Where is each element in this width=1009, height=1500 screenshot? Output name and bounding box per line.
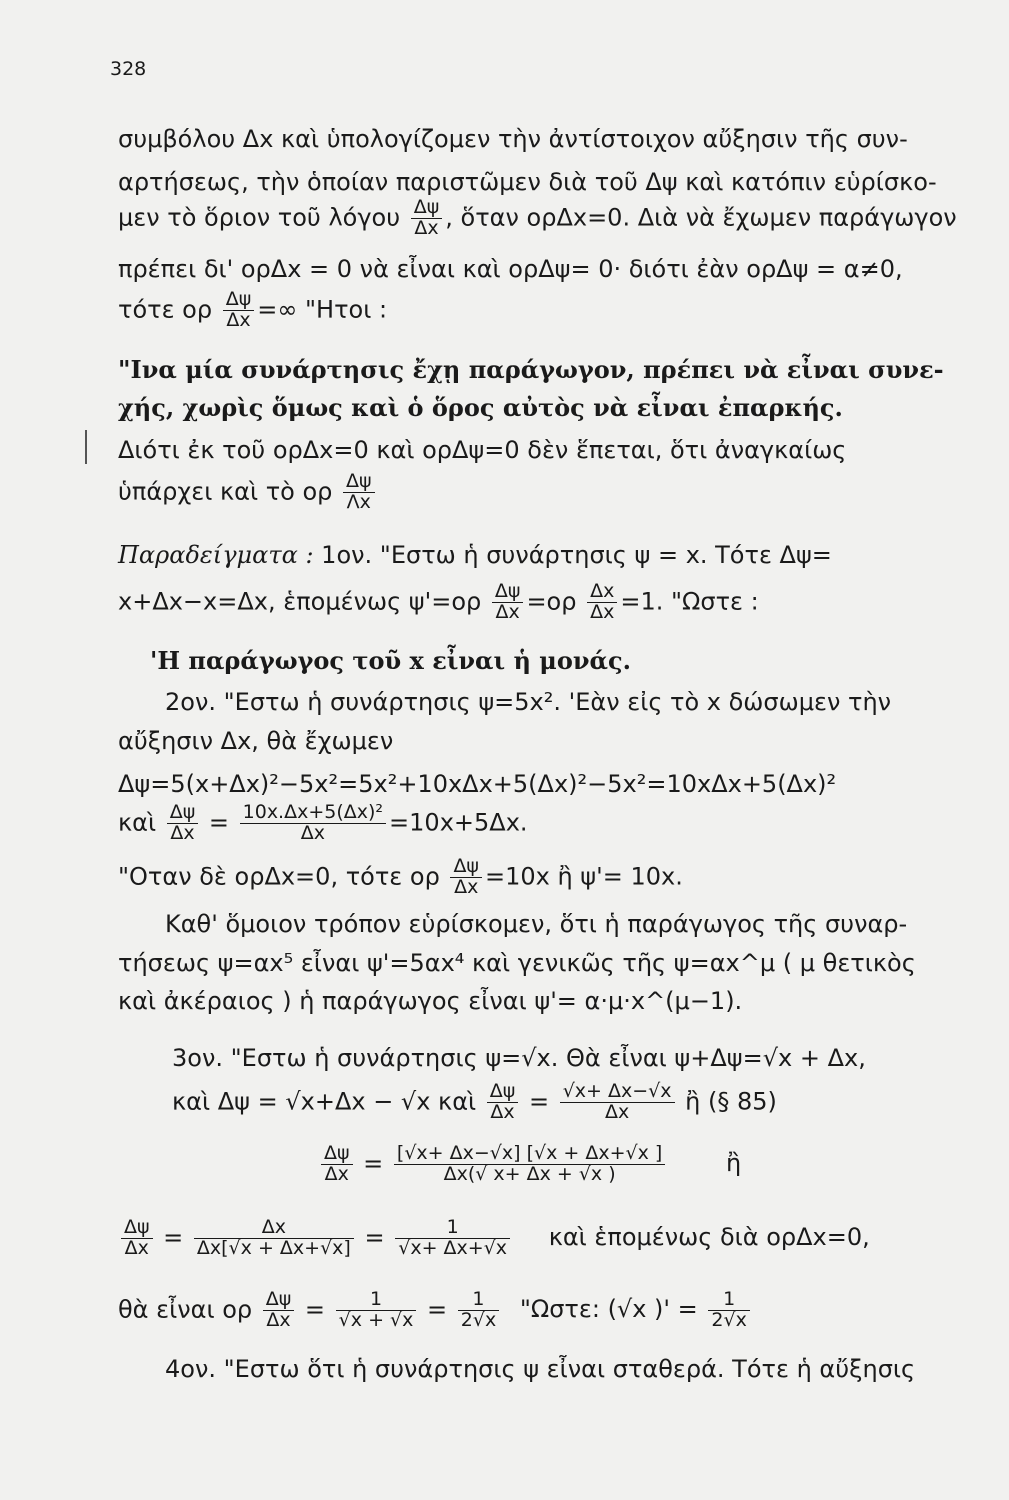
fraction-denominator: Δx xyxy=(170,821,195,844)
text-fragment: =1. "Ωστε : xyxy=(620,587,759,616)
text-line-11 xyxy=(118,582,759,623)
fraction-denominator: √x+ Δx+√x xyxy=(398,1236,508,1259)
text-fragment: καὶ xyxy=(118,808,157,837)
text-fragment: ἢ (§ 85) xyxy=(685,1087,777,1116)
text-fragment: μεν τὸ ὅριον τοῦ λόγου xyxy=(118,203,401,232)
fraction-dpsi-dx xyxy=(450,857,482,898)
fraction-numerator: Δψ xyxy=(167,803,199,824)
text-line-16: καὶ $\frac{\Delta\psi}{\Delta x}$ = $\frac{\text{10x.Δx+5(Δx)²}}{\Delta x}$ =10x+5Δx. xyxy=(118,801,528,844)
fraction-numerator: 1 xyxy=(395,1218,510,1239)
text-fragment: καὶ ἑπομένως διὰ ορΔx=0, xyxy=(548,1223,870,1252)
fraction-numerator: √x+ Δx−√x xyxy=(560,1082,675,1103)
fraction-numerator: Δψ xyxy=(411,198,443,219)
text-fragment: καὶ Δψ = √x+Δx − √x καὶ xyxy=(172,1087,477,1116)
fraction-denominator: Δx xyxy=(266,1308,291,1331)
fraction-denominator: Δx xyxy=(495,600,520,623)
fraction-dx-bracket xyxy=(194,1218,354,1259)
fraction-derivative-result xyxy=(708,1290,749,1331)
fraction-numerator: Δψ xyxy=(487,1082,519,1103)
text-fragment: x+Δx−x=Δx, ἑπομένως ψ'=ορ xyxy=(118,587,482,616)
text-line-20: καὶ ἀκέραιος ) ἡ παράγωγος εἶναι ψ'= α·μ·x^(μ−1). xyxy=(118,987,743,1015)
text-line-4: πρέπει δι' ορΔx = 0 νὰ εἶναι καὶ ορΔψ= 0· διότι ἐὰν ορΔψ = α≠0, xyxy=(118,255,903,283)
fraction-denominator: Δx xyxy=(414,216,439,239)
text-fragment: =10x+5Δx. xyxy=(389,808,528,837)
fraction-numerator: Δψ xyxy=(263,1290,295,1311)
text-fragment: "Οταν δὲ ορΔx=0, τότε ορ xyxy=(118,862,440,891)
examples-heading: Παραδείγματα : xyxy=(118,541,314,569)
text-line-3 xyxy=(118,198,957,239)
fraction-reciprocal-sum xyxy=(395,1218,510,1259)
fraction-denominator: 2√x xyxy=(460,1308,497,1331)
fraction-rationalized xyxy=(394,1144,665,1185)
fraction-limit xyxy=(336,1290,417,1331)
fraction-numerator: Δx xyxy=(194,1218,354,1239)
fraction-dx-dx xyxy=(587,582,617,623)
fraction-denominator: 2√x xyxy=(711,1308,747,1331)
fraction-dpsi-dx xyxy=(492,582,524,623)
text-line-5 xyxy=(118,290,387,331)
fraction-dpsi-dx xyxy=(263,1290,295,1331)
fraction-denominator: Δx xyxy=(604,1100,630,1123)
bold-statement-line-2: χής, χωρὶς ὅμως καὶ ὁ ὅρος αὐτὸς νὰ εἶναι ἐπαρκής. xyxy=(118,393,843,422)
fraction-denominator: Δx xyxy=(124,1236,149,1259)
fraction-denominator: Δx xyxy=(324,1162,349,1185)
fraction-dpsi-dx xyxy=(223,290,255,331)
text-line-22: καὶ Δψ = √x+Δx − √x καὶ $\frac{\Delta\psi}{\Delta x}$ = $\frac{√x+ \Delta x-√x}{\Delta x}$ ἢ (§ 85) xyxy=(172,1080,777,1123)
text-line-8: Διότι ἐκ τοῦ ορΔx=0 καὶ ορΔψ=0 δὲν ἕπεται, ὅτι ἀναγκαίως xyxy=(118,436,847,464)
text-fragment: ὑπάρχει καὶ τὸ ορ xyxy=(118,477,333,506)
fraction-dpsi-dx xyxy=(343,472,375,513)
text-fragment: τότε ορ xyxy=(118,295,213,324)
text-line-19: τήσεως ψ=αx⁵ εἶναι ψ'=5αx⁴ καὶ γενικῶς τῆς ψ=αx^μ ( μ θετικὸς xyxy=(118,949,916,977)
fraction-denominator: Δx xyxy=(300,821,325,844)
text-line-9 xyxy=(118,472,378,513)
fraction-expansion xyxy=(240,803,386,844)
fraction-result xyxy=(458,1290,499,1331)
fraction-denominator: √x + √x xyxy=(338,1308,414,1331)
fraction-denominator: Δx xyxy=(226,308,251,331)
fraction-numerator: 1 xyxy=(458,1290,499,1311)
fraction-dpsi-dx xyxy=(487,1082,519,1123)
fraction-denominator: Δx[√x + Δx+√x] xyxy=(196,1236,351,1259)
fraction-denominator: Δx xyxy=(454,875,479,898)
fraction-denominator: Δx(√ x+ Δx + √x ) xyxy=(443,1162,616,1185)
fraction-numerator: 1 xyxy=(708,1290,749,1311)
fraction-dpsi-dx xyxy=(121,1218,153,1259)
text-fragment: 1ον. "Εστω ἡ συνάρτησις ψ = x. Τότε Δψ= xyxy=(313,541,832,569)
fraction-numerator: 10x.Δx+5(Δx)² xyxy=(240,803,386,824)
fraction-dpsi-dx xyxy=(167,803,199,844)
text-line-13: 2ον. "Εστω ἡ συνάρτησις ψ=5x². 'Εὰν εἰς τὸ x δώσωμεν τὴν xyxy=(165,688,892,716)
fraction-numerator: 1 xyxy=(336,1290,417,1311)
fraction-numerator: Δψ xyxy=(450,857,482,878)
fraction-numerator: Δψ xyxy=(321,1144,353,1165)
fraction-dpsi-dx xyxy=(321,1144,353,1185)
fraction-denominator: Δx xyxy=(490,1100,515,1123)
fraction-numerator: [√x+ Δx−√x] [√x + Δx+√x ] xyxy=(394,1144,665,1165)
fraction-numerator: Δψ xyxy=(223,290,255,311)
text-line-25: θὰ εἶναι ορ $\frac{\Delta\psi}{\Delta x}$ = $\frac{1}{√x + √x}$ = $\frac{1}{2√x}$ "Ωστε: (√x )' = $\frac{1}{2√x}$ xyxy=(118,1290,753,1331)
fraction-dpsi-dx xyxy=(411,198,443,239)
text-fragment: θὰ εἶναι ορ xyxy=(118,1295,253,1324)
bold-statement-line-1: "Ινα μία συνάρτησις ἔχῃ παράγωγον, πρέπει νὰ εἶναι συνε- xyxy=(118,355,944,384)
text-line-10 xyxy=(118,541,832,569)
page-number: 328 xyxy=(110,58,147,80)
fraction-denominator: Λx xyxy=(346,490,371,513)
text-fragment: , ὅταν ορΔx=0. Διὰ νὰ ἔχωμεν παράγωγον xyxy=(445,203,957,232)
text-fragment: =∞ "Ητοι : xyxy=(257,295,388,324)
text-line-23: $\frac{\Delta\psi}{\Delta x}$ = $\frac{[√x+ \Delta x-√x] [√x + \Delta x+√x ]}{\Delta x(√ x+ \Delta x + √x )}$ ἢ xyxy=(318,1144,741,1185)
fraction-numerator: Δψ xyxy=(492,582,524,603)
text-line-17 xyxy=(118,857,683,898)
fraction-numerator: Δψ xyxy=(121,1218,153,1239)
text-fragment: =ορ xyxy=(526,587,577,616)
fraction-numerator: Δψ xyxy=(343,472,375,493)
fraction-denominator: Δx xyxy=(590,600,615,623)
text-line-2: αρτήσεως, τὴν ὁποίαν παριστῶμεν διὰ τοῦ Δψ καὶ κατόπιν εὑρίσκο- xyxy=(118,168,937,196)
fraction-sqrt-difference xyxy=(560,1082,675,1123)
text-fragment: ἢ xyxy=(725,1149,742,1178)
text-line-18: Καθ' ὅμοιον τρόπον εὑρίσκομεν, ὅτι ἡ παράγωγος τῆς συναρ- xyxy=(165,910,908,938)
text-line-24: $\frac{\Delta\psi}{\Delta x}$ = $\frac{\Delta x}{\Delta x[√x + \Delta x+√x]}$ = $\frac{1}{√x+ \Delta x+√x}$ καὶ ἑπομένως διὰ ορΔx=0, xyxy=(118,1218,870,1259)
text-line-21: 3ον. "Εστω ἡ συνάρτησις ψ=√x. Θὰ εἶναι ψ+Δψ=√x + Δx, xyxy=(172,1044,866,1072)
margin-mark xyxy=(85,430,87,464)
text-fragment: =10x ἢ ψ'= 10x. xyxy=(484,862,683,891)
text-line-1: συμβόλου Δx καὶ ὑπολογίζομεν τὴν ἀντίστοιχον αὔξησιν τῆς συν- xyxy=(118,125,908,153)
bold-statement-line-3: 'Η παράγωγος τοῦ x εἶναι ἡ μονάς. xyxy=(150,646,631,675)
fraction-numerator: Δx xyxy=(587,582,617,603)
text-fragment: "Ωστε: (√x )' = xyxy=(519,1295,698,1324)
text-line-26: 4ον. "Εστω ὅτι ἡ συνάρτησις ψ εἶναι σταθερά. Τότε ἡ αὔξησις xyxy=(165,1355,916,1383)
text-line-15: Δψ=5(x+Δx)²−5x²=5x²+10xΔx+5(Δx)²−5x²=10xΔx+5(Δx)² xyxy=(118,770,837,798)
text-line-14: αὔξησιν Δx, θὰ ἔχωμεν xyxy=(118,727,394,755)
